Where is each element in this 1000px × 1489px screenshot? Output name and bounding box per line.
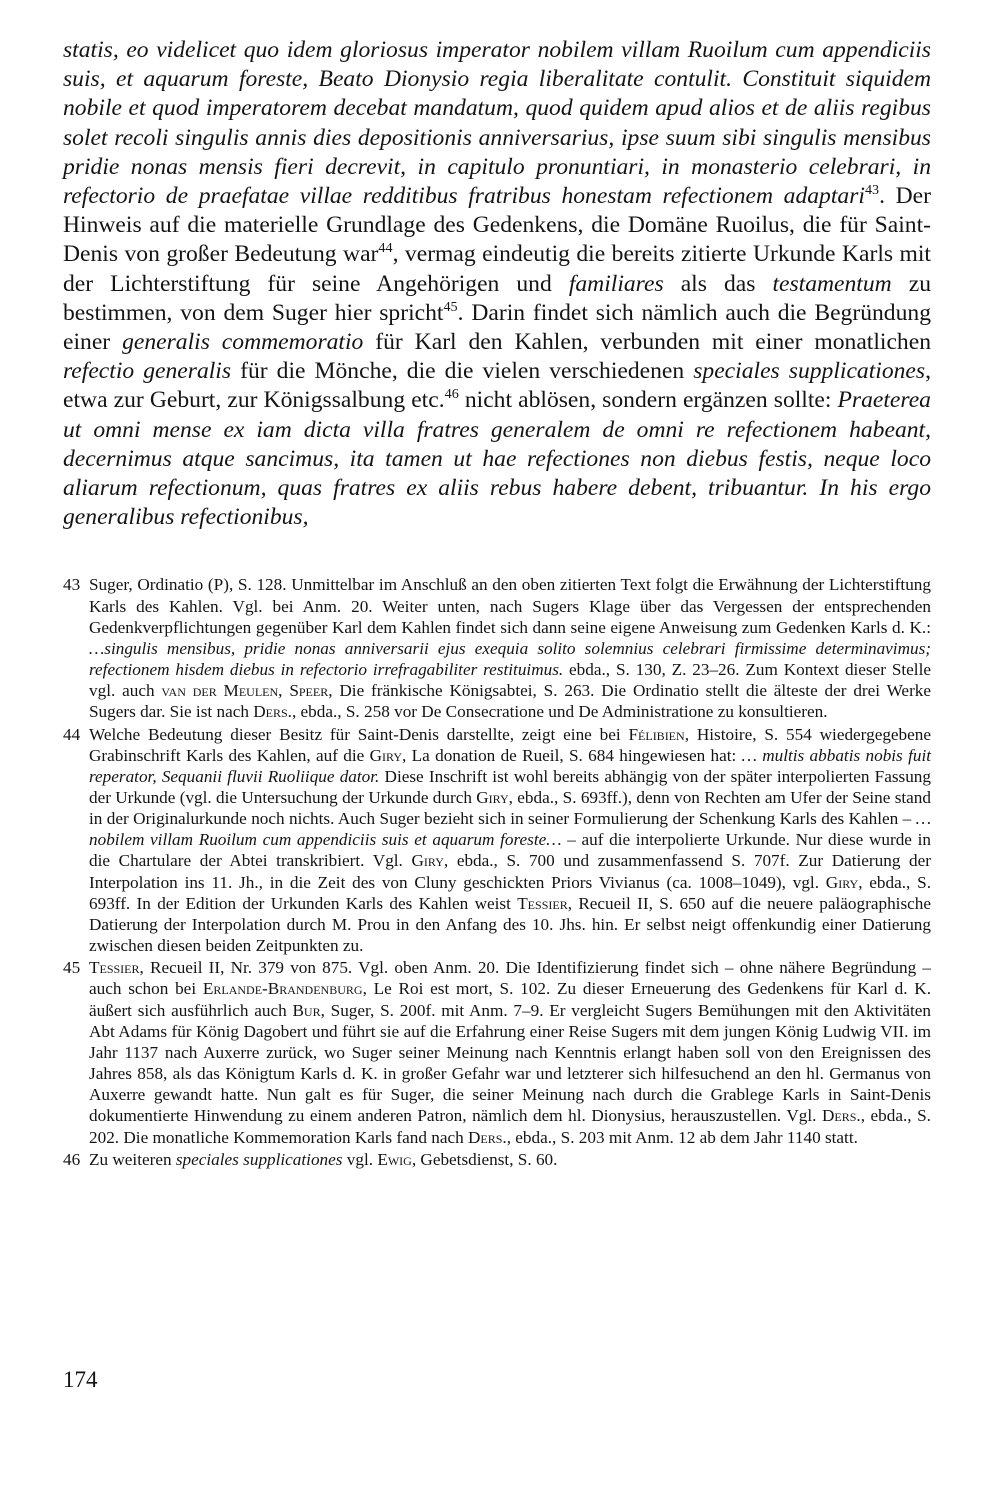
footnote-author-name: Bur — [292, 1000, 321, 1020]
footnote-text-run: – auf die interpolierte Urkunde. Nur diese wurde in die Chartulare der Abtei transkribiert. Vgl. — [89, 830, 931, 871]
main-text-run: als das — [663, 270, 773, 297]
footnote-text-run: , ebda., S. 700 und zusammenfassend S. 707f. Zur Datierung der Interpolation ins 11. Jh., in die Zeit des von Cluny geschickten Priors Vivianus (ca. 1008–1049), vgl. — [89, 851, 932, 892]
footnote-text-run: , La donation de Rueil, S. 684 hingewiesen hat: — [402, 745, 742, 765]
footnote-author-name: Ders. — [821, 1106, 861, 1126]
footnote-text-run: Zu weiteren — [89, 1149, 176, 1169]
footnote-italic-run: …singulis mensibus, pridie nonas anniversarii ejus exequia solito solemnius celebrari firmissime determinavimus; refectionem hisdem diebus in refectorio irrefragabiliter restituimus. — [89, 638, 931, 680]
footnote-text — [89, 574, 931, 722]
footnote-reference: 43 — [864, 182, 880, 199]
footnote-number: 46 — [63, 1149, 81, 1169]
footnote-text-run: vgl. — [342, 1149, 378, 1169]
footnote-author-name: Ewig — [377, 1149, 412, 1169]
footnote-text — [89, 724, 931, 957]
page-number: 174 — [63, 1367, 98, 1392]
footnote-author-name: van der Meulen — [161, 681, 279, 701]
main-text-run: . Darin findet sich nämlich auch die Begründung einer — [63, 299, 931, 356]
main-text-run: zu bestimmen, von dem Suger hier spricht — [63, 270, 932, 326]
page-content — [63, 36, 931, 1171]
footnote-text-run: , Recueil II, Nr. 379 von 875. Vgl. oben Anm. 20. Die Identifizierung findet sich – ohne nähere Begründung – auch schon bei — [89, 958, 931, 999]
footnote-text-run: Suger, Ordinatio (P), S. 128. Unmittelbar im Anschluß an den oben zitierten Text folgt die Erwähnung der Lichterstiftung Karls des Kahlen. Vgl. bei Anm. 20. Weiter unten, nach Sugers Klage über das Vergessen der entsprechenden Gedenkverpflichtungen gegenüber Karl dem Kahlen findet sich dann seine eigene Anweisung zum Gedenken Karls d. K.: — [89, 575, 931, 637]
footnote-45 — [63, 957, 931, 1147]
footnote-italic-run: speciales supplicationes — [175, 1149, 343, 1169]
footnote-text-run: , ebda., S. 693ff.), denn von Rechten am Ufer der Seine stand in der Originalurkunde noch nichts. Auch Suger bezieht sich in seiner Formulierung der Schenkung Karls des Kahlen – — [89, 788, 931, 829]
footnote-text-run: , ebda., S. 203 mit Anm. 12 ab dem Jahr 1140 statt. — [506, 1127, 858, 1147]
footnotes-section — [63, 574, 931, 1169]
footnote-text-run: , ebda., S. 693ff. In der Edition der Urkunden Karls des Kahlen weist — [89, 872, 931, 913]
main-italic-run: testamentum — [772, 270, 892, 297]
main-text-run: für die Mönche, die die vielen verschiedenen — [231, 358, 694, 385]
footnote-text-run: , Die fränkische Königsabtei, S. 263. Die Ordinatio stellt die älteste der drei Werke Sugers dar. Sie ist nach — [89, 681, 932, 722]
main-italic-run: familiares — [568, 270, 664, 297]
footnote-author-name: Félibien — [628, 724, 685, 744]
footnote-46 — [63, 1149, 931, 1170]
footnote-author-name: Giry — [369, 745, 403, 765]
footnote-text-run: , Gebetsdienst, S. 60. — [411, 1149, 558, 1169]
footnote-text-run: , Suger, S. 200f. mit Anm. 7–9. Er vergleicht Sugers Bemühungen mit den Aktivitäten Abt Adams für König Dagobert und führt sie auf die Erfahrung einer Reise Sugers mit dem jungen König Ludwig VII. im Jahr 1137 nach Auxerre zurück, wo Suger seiner Meinung nach Kenntnis erlangt haben soll von den Ereignissen des Jahres 858, als das Königtum Karls d. K. in großer Gefahr war und letzterer sich hilfesuchend an den hl. Germanus von Auxerre gewandt hatte. Nun galt es für Suger, die seiner Meinung nach durch die Grablege Karls in Saint-Denis dokumentierte Hinwendung zu einem anderen Patron, nämlich dem hl. Dionysius, herauszustellen. Vgl. — [89, 1000, 931, 1126]
main-italic-run: Praeterea ut omni mense ex iam dicta villa fratres generalem de omni re refectionem habeant, decernimus atque sancimus, ita tamen ut hae refectiones non diebus festis, neque loco aliarum refectionum, quas fratres ex aliis rebus habere debent, tribuantur. In his ergo generalibus refectionibus, — [63, 387, 931, 531]
footnote-text-run: Welche Bedeutung dieser Besitz für Saint-Denis darstellte, zeigt eine bei — [89, 724, 629, 744]
footnote-text — [89, 957, 931, 1147]
footnote-number: 44 — [63, 724, 81, 744]
footnote-author-name: Giry — [476, 788, 509, 808]
footnote-number: 43 — [63, 575, 81, 595]
main-italic-run: speciales supplicationes — [693, 358, 926, 385]
main-italic-run: statis, eo videlicet quo idem gloriosus imperator nobilem villam Ruoilum cum appendiciis suis, et aquarum foreste, Beato Dionysio regia liberalitate contulit. Constituit siquidem nobile et quod imperatorem decebat mandatum, quod quidem apud alios et de aliis regibus solet recoli singulis annis dies depositionis anniversarius, ipse suum sibi singulis mensibus pridie nonas mensis fieri decrevit, in capitulo pronuntiari, in monasterio celebrari, in refectorio de praefatae villae redditibus fratribus honestam refectionem adaptari — [63, 37, 931, 210]
footnote-number: 45 — [63, 958, 81, 978]
footnote-reference: 46 — [444, 386, 459, 403]
main-text-run: . Der Hinweis auf die materielle Grundlage des Gedenkens, die Domäne Ruoilus, die für Saint-Denis von großer Bedeutung war — [63, 183, 931, 268]
footnote-author-name: Tessier — [517, 893, 568, 913]
footnote-text — [89, 1149, 931, 1170]
footnote-author-name: Ders. — [467, 1127, 507, 1147]
footnote-author-name: Giry — [825, 872, 859, 892]
footnote-reference: 45 — [443, 298, 458, 315]
footnote-author-name: Giry — [411, 851, 444, 871]
footnote-italic-run: … multis abbatis nobis fuit reperator, Sequanii fluvii Ruoliique dator. — [89, 745, 931, 786]
footnote-text-run: , ebda., S. 258 vor De Consecratione und De Administratione zu konsultieren. — [291, 702, 828, 722]
footnote-author-name: Tessier — [89, 958, 140, 978]
footnote-text-run: , Histoire, S. 554 wiedergegebene Grabinschrift Karls des Kahlen, auf die — [89, 724, 931, 765]
footnote-text-run: Diese Inschrift ist wohl bereits abhängig von der später interpolierten Fassung der Urkunde (vgl. die Untersuchung der Urkunde durch — [89, 766, 931, 808]
footnote-44 — [63, 724, 931, 957]
main-text-run: , vermag eindeutig die bereits zitierte Urkunde Karls mit der Lichterstiftung für seine Angehörigen und — [63, 241, 931, 297]
footnote-43 — [63, 574, 931, 722]
main-text-run: für Karl den Kahlen, verbunden mit einer monatlichen — [363, 329, 931, 356]
footnote-reference: 44 — [378, 240, 393, 257]
footnote-text-run: ebda., S. 130, Z. 23–26. Zum Kontext dieser Stelle vgl. auch — [89, 660, 931, 701]
main-italic-run: refectio generalis — [63, 358, 232, 385]
footnote-italic-run: …nobilem villam Ruoilum cum appendiciis suis et aquarum foreste… — [89, 809, 931, 850]
main-italic-run: generalis commemoratio — [122, 329, 364, 356]
main-text-run: , etwa zur Geburt, zur Königssalbung etc. — [63, 358, 931, 414]
main-text-paragraph — [63, 36, 931, 532]
footnote-text-run: , ebda., S. 202. Die monatliche Kommemoration Karls fand nach — [89, 1106, 931, 1147]
footnote-author-name: Speer — [289, 681, 329, 701]
footnote-author-name: Erlande-Brandenburg — [202, 979, 363, 999]
footnote-author-name: Ders. — [253, 702, 292, 722]
footnote-text-run: , — [278, 681, 290, 701]
footnote-text-run: , Recueil II, S. 650 auf die neuere paläographische Datierung der Interpolation durch M. Prou in den Anfang des 10. Jhs. hin. Er selbst neigt offenkundig einer Datierung zwischen diesen beiden Zeitpunkten zu. — [89, 893, 931, 956]
footnote-text-run: , Le Roi est mort, S. 102. Zu dieser Erneuerung des Gedenkens für Karl d. K. äußert sich ausführlich auch — [89, 979, 931, 1020]
main-text-run: nicht ablösen, sondern ergänzen sollte: — [458, 387, 838, 414]
